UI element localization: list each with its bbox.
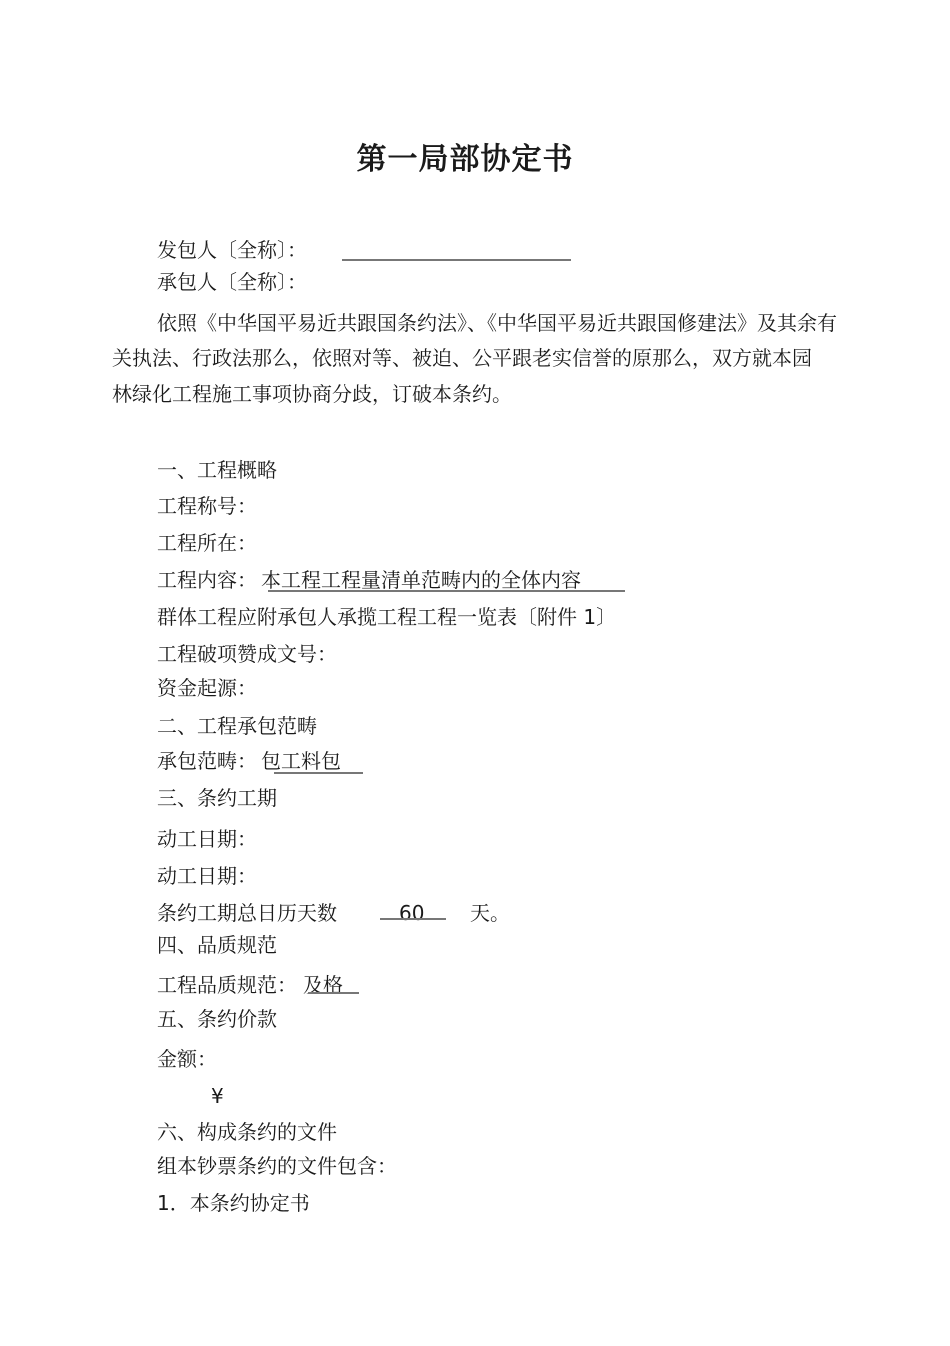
contract-documents-intro: 组本钞票条约的文件包含：: [157, 1154, 397, 1178]
group-project-note: 群体工程应附承包人承揽工程工程一览表〔附件 1〕: [157, 605, 617, 629]
approval-number-label: 工程破项赞成文号：: [157, 642, 337, 666]
duration-underline: [380, 918, 446, 920]
section-3-heading: 三、条约工期: [157, 786, 277, 810]
quality-standard-value: 及格: [303, 973, 343, 997]
scope-label: 承包范畴：: [157, 749, 257, 773]
preamble-line-1: 依照《中华国平易近共跟国条约法》、《中华国平易近共跟国修建法》及其余有: [157, 311, 837, 335]
preamble-line-3: 林绿化工程施工事项协商分歧，订破本条约。: [112, 382, 512, 406]
finish-date-label: 动工日期：: [157, 864, 257, 888]
project-content-underline: [268, 590, 625, 592]
project-content-value: 本工程工程量清单范畴内的全体内容: [261, 568, 581, 592]
section-2-heading: 二、工程承包范畴: [157, 714, 317, 738]
project-location-label: 工程所在：: [157, 531, 257, 555]
currency-symbol: ¥: [211, 1084, 224, 1108]
project-name-label: 工程称号：: [157, 494, 257, 518]
scope-underline: [274, 772, 363, 774]
quality-underline: [308, 992, 359, 994]
contract-document-item-1: 1．本条约协定书: [157, 1191, 310, 1215]
duration-unit: 天。: [470, 901, 510, 925]
contractor-label: 承包人〔全称〕：: [157, 270, 307, 294]
start-date-label: 动工日期：: [157, 827, 257, 851]
duration-label: 条约工期总日历天数: [157, 901, 337, 925]
amount-label: 金额：: [157, 1047, 217, 1071]
section-1-heading: 一、工程概略: [157, 458, 277, 482]
duration-value: 60: [399, 901, 425, 925]
project-content-label: 工程内容：: [157, 568, 257, 592]
section-6-heading: 六、构成条约的文件: [157, 1120, 337, 1144]
employer-label: 发包人〔全称〕：: [157, 238, 307, 262]
section-5-heading: 五、条约价款: [157, 1007, 277, 1031]
quality-standard-label: 工程品质规范：: [157, 973, 297, 997]
page-title: 第一局部协定书: [356, 142, 574, 177]
employer-underline: [342, 259, 571, 261]
preamble-line-2: 关执法、行政法那么，依照对等、被迫、公平跟老实信誉的原那么，双方就本园: [112, 346, 812, 370]
section-4-heading: 四、品质规范: [157, 933, 277, 957]
scope-value: 包工料包: [261, 749, 341, 773]
funding-source-label: 资金起源：: [157, 676, 257, 700]
